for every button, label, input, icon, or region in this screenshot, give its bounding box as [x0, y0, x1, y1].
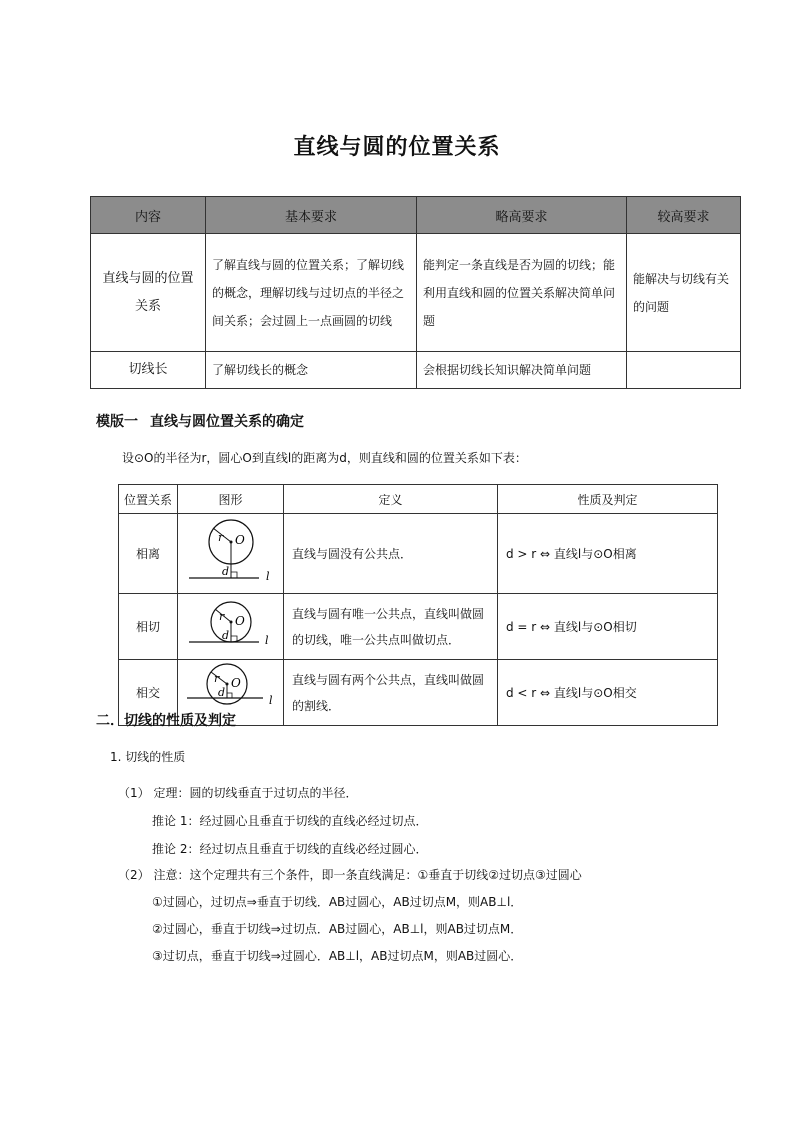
table-cell: d < r ⇔ 直线l与⊙O相交 [498, 660, 718, 726]
table-cell: 能解决与切线有关的问题 [627, 234, 741, 352]
label-d: d [221, 629, 229, 642]
position-table [118, 484, 718, 726]
label-r: r [217, 531, 223, 544]
label-o: O [230, 676, 241, 690]
table-cell: d = r ⇔ 直线l与⊙O相切 [498, 594, 718, 660]
requirements-table [90, 196, 741, 389]
text-line: （1） 定理：圆的切线垂直于过切点的半径． [118, 786, 358, 800]
table-row [119, 594, 718, 660]
header-cell: 略高要求 [417, 197, 627, 234]
label-l: l [265, 570, 270, 583]
text-line: （2） 注意：这个定理共有三个条件，即一条直线满足：①垂直于切线②过切点③过圆心 [118, 868, 582, 882]
table-cell: 切线长 [91, 352, 206, 389]
label-d: d [217, 686, 225, 699]
table-row [91, 234, 741, 352]
subheading: 1. 切线的性质 [110, 750, 186, 764]
header-cell: 性质及判定 [498, 485, 718, 514]
text-line: ②过圆心，垂直于切线⇒过切点．AB过圆心，AB⊥l，则AB过切点M． [152, 922, 523, 936]
text-line: 推论 2：经过切点且垂直于切线的直线必经过圆心． [152, 842, 428, 856]
header-cell: 位置关系 [119, 485, 178, 514]
circle-tangent-diagram [181, 594, 281, 650]
section2-heading: 二．切线的性质及判定 [96, 713, 236, 729]
table-cell: 能判定一条直线是否为圆的切线；能利用直线和圆的位置关系解决简单问题 [417, 234, 627, 352]
header-cell: 较高要求 [627, 197, 741, 234]
table-header-row [91, 197, 741, 234]
section-heading [96, 411, 304, 431]
table-header-row [119, 485, 718, 514]
label-l: l [268, 694, 273, 707]
label-d: d [221, 565, 229, 578]
header-cell: 基本要求 [206, 197, 417, 234]
label-o: O [234, 614, 245, 628]
table-cell: 相交 [119, 660, 178, 726]
header-cell: 图形 [178, 485, 284, 514]
label-l: l [264, 634, 269, 647]
intro-text: 设⊙O的半径为r，圆心O到直线l的距离为d，则直线和圆的位置关系如下表： [122, 451, 527, 465]
table-cell: 相切 [119, 594, 178, 660]
section-title: 直线与圆位置关系的确定 [150, 414, 304, 430]
table-cell: 相离 [119, 514, 178, 594]
text-line: ①过圆心，过切点⇒垂直于切线．AB过圆心，AB过切点M，则AB⊥l． [152, 895, 523, 909]
label-r: r [218, 610, 224, 623]
table-cell: 直线与圆有唯一公共点，直线叫做圆的切线，唯一公共点叫做切点． [284, 594, 498, 660]
table-row [119, 514, 718, 594]
figure-separate [178, 514, 284, 594]
label-o: O [234, 533, 245, 547]
text-line: 推论 1：经过圆心且垂直于切线的直线必经过切点． [152, 814, 428, 828]
section-label: 模版一 [96, 414, 138, 430]
figure-tangent [178, 594, 284, 660]
table-cell: 了解切线长的概念 [206, 352, 417, 389]
header-cell: 内容 [91, 197, 206, 234]
table-cell: d > r ⇔ 直线l与⊙O相离 [498, 514, 718, 594]
table-cell: 直线与圆的位置关系 [91, 234, 206, 352]
header-cell: 定义 [284, 485, 498, 514]
table-cell: 直线与圆没有公共点． [284, 514, 498, 594]
table-cell: 了解直线与圆的位置关系；了解切线的概念，理解切线与过切点的半径之间关系；会过圆上一点画圆的切线 [206, 234, 417, 352]
table-cell: 会根据切线长知识解决简单问题 [417, 352, 627, 389]
page-title: 直线与圆的位置关系 [293, 135, 501, 160]
text-line: ③过切点，垂直于切线⇒过圆心．AB⊥l，AB过切点M，则AB过圆心． [152, 949, 523, 963]
circle-separate-diagram [181, 514, 281, 584]
table-row [91, 352, 741, 389]
label-r: r [213, 672, 219, 685]
circle-intersect-diagram [181, 660, 281, 716]
table-cell: 直线与圆有两个公共点，直线叫做圆的割线． [284, 660, 498, 726]
table-cell [627, 352, 741, 389]
